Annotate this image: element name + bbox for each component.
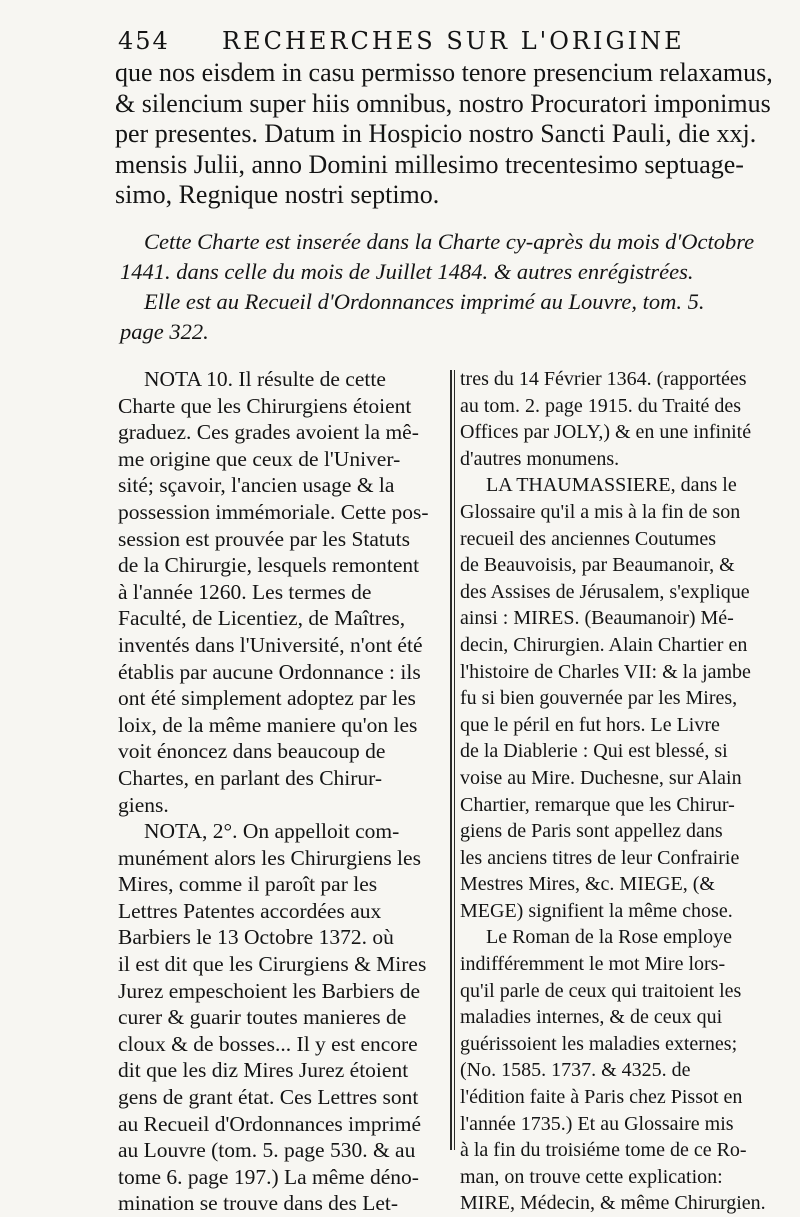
text-line: dit que les diz Mires Jurez étoient [118, 1058, 409, 1083]
text-line: tres du 14 Février 1364. (rapportées [460, 368, 747, 390]
text-line: Le Roman de la Rose employe [486, 926, 733, 949]
text-line: gens de grant état. Ces Lettres sont [118, 1085, 419, 1110]
text-line: l'histoire de Charles VII: & la jambe [460, 660, 751, 683]
column-rule [450, 370, 452, 1150]
text-line: au Louvre (tom. 5. page 530. & au [118, 1138, 416, 1163]
text-line: giens. [118, 792, 169, 817]
text-line: voise au Mire. Duchesne, sur Alain [460, 766, 742, 789]
text-line: recueil des anciennes Coutumes [460, 527, 717, 550]
text-line: au tom. 2. page 1915. du Traité des [460, 394, 742, 417]
text-line: Glossaire qu'il a mis à la fin de son [460, 500, 741, 523]
text-line: me origine que ceux de l'Univer- [118, 446, 401, 471]
text-line: man, on trouve cette explication: [460, 1165, 723, 1188]
text-line: indifféremment le mot Mire lors- [460, 953, 726, 976]
text-line: d'autres monumens. [460, 447, 620, 470]
text-line: NOTA, 2°. On appelloit com- [144, 819, 400, 844]
text-line: MEGE) signifient la même chose. [460, 899, 733, 922]
text-line: il est dit que les Cirurgiens & Mires [118, 952, 427, 977]
text-line: que nos eisdem in casu permisso tenore presencium relaxamus, [115, 58, 773, 87]
text-line: inventés dans l'Université, n'ont été [118, 632, 423, 657]
text-line: curer & guarir toutes manieres de [118, 1005, 407, 1030]
text-line: possession immémoriale. Cette pos- [118, 499, 429, 524]
text-line: per presentes. Datum in Hospicio nostro Sancti Pauli, die xxj. [115, 119, 757, 148]
page-header [118, 26, 740, 56]
text-line: Faculté, de Licentiez, de Maîtres, [118, 606, 406, 631]
text-line: de la Diablerie : Qui est blessé, si [460, 740, 728, 763]
running-title: RECHERCHES SUR L'ORIGINE [222, 27, 685, 55]
left-column [118, 366, 440, 1217]
text-line: mensis Julii, anno Domini millesimo trecentesimo septuage- [115, 149, 744, 179]
text-line: que le péril en fut hors. Le Livre [460, 713, 720, 736]
text-line: loix, de la même maniere qu'on les [118, 712, 418, 737]
text-line: Mires, comme il paroît par les [118, 872, 378, 897]
text-line: decin, Chirurgien. Alain Chartier en [460, 633, 748, 656]
right-column [460, 366, 772, 1217]
text-line: giens de Paris sont appellez dans [460, 820, 723, 843]
text-line: NOTA 10. Il résulte de cette [144, 367, 386, 391]
text-line: (No. 1585. 1737. & 4325. de [460, 1059, 691, 1082]
note-line: 1441. dans celle du mois de Juillet 1484. & autres enrégistrées. [120, 259, 694, 284]
text-line: Barbiers le 13 Octobre 1372. où [118, 925, 394, 950]
text-line: & silencium super hiis omnibus, nostro Procuratori imponimus [115, 88, 771, 118]
text-line: de la Chirurgie, lesquels remontent [118, 553, 420, 578]
text-line: Mestres Mires, &c. MIEGE, (& [460, 873, 715, 896]
text-line: Offices par JOLY,) & en une infinité [460, 421, 752, 444]
text-line: session est prouvée par les Statuts [118, 526, 410, 551]
text-line: qu'il parle de ceux qui traitoient les [460, 979, 742, 1002]
text-line: graduez. Ces grades avoient la mê- [118, 420, 419, 445]
text-line: simo, Regnique nostri septimo. [115, 180, 440, 209]
text-line: sité; sçavoir, l'ancien usage & la [118, 473, 395, 498]
column-rule [454, 370, 455, 1150]
text-line: tome 6. page 197.) La même déno- [118, 1164, 419, 1189]
text-line: Jurez empeschoient les Barbiers de [118, 978, 421, 1003]
text-line: mination se trouve dans des Let- [118, 1191, 399, 1216]
text-line: à l'année 1260. Les termes de [118, 579, 372, 604]
text-line: Charte que les Chirurgiens étoient [118, 393, 412, 418]
text-line: MIRE, Médecin, & même Chirurgien. [460, 1192, 766, 1215]
text-line: maladies internes, & de ceux qui [460, 1006, 723, 1029]
text-line: voit énoncez dans beaucoup de [118, 739, 386, 764]
page-number: 454 [118, 27, 170, 55]
note-line: page 322. [120, 319, 209, 344]
italic-note [120, 227, 770, 347]
text-line: à la fin du troisiéme tome de ce Ro- [460, 1139, 747, 1162]
text-line: les anciens titres de leur Confrairie [460, 846, 740, 869]
text-line: des Assises de Jérusalem, s'explique [460, 580, 750, 603]
text-line: ont été simplement adoptez par les [118, 686, 416, 711]
text-line: Chartes, en parlant des Chirur- [118, 765, 383, 790]
text-line: l'édition faite à Paris chez Pissot en [460, 1086, 743, 1109]
text-line: de Beauvoisis, par Beaumanoir, & [460, 554, 735, 577]
text-line: établis par aucune Ordonnance : ils [118, 659, 421, 684]
text-line: ainsi : MIRES. (Beaumanoir) Mé- [460, 607, 734, 630]
note-line: Elle est au Recueil d'Ordonnances imprimé au Louvre, tom. 5. [144, 289, 705, 314]
text-line: l'année 1735.) Et au Glossaire mis [460, 1112, 734, 1135]
text-line: LA THAUMASSIERE, dans le [486, 474, 737, 497]
latin-charter-text [115, 58, 775, 211]
text-line: cloux & de bosses... Il y est encore [118, 1031, 418, 1056]
text-line: fu si bien gouvernée par les Mires, [460, 687, 738, 710]
text-line: au Recueil d'Ordonnances imprimé [118, 1111, 421, 1136]
text-line: munément alors les Chirurgiens les [118, 845, 421, 870]
text-line: guérissoient les maladies externes; [460, 1032, 738, 1055]
text-line: Lettres Patentes accordées aux [118, 898, 382, 923]
text-line: Chartier, remarque que les Chirur- [460, 793, 735, 816]
note-line: Cette Charte est inserée dans la Charte cy-après du mois d'Octobre [144, 229, 755, 254]
